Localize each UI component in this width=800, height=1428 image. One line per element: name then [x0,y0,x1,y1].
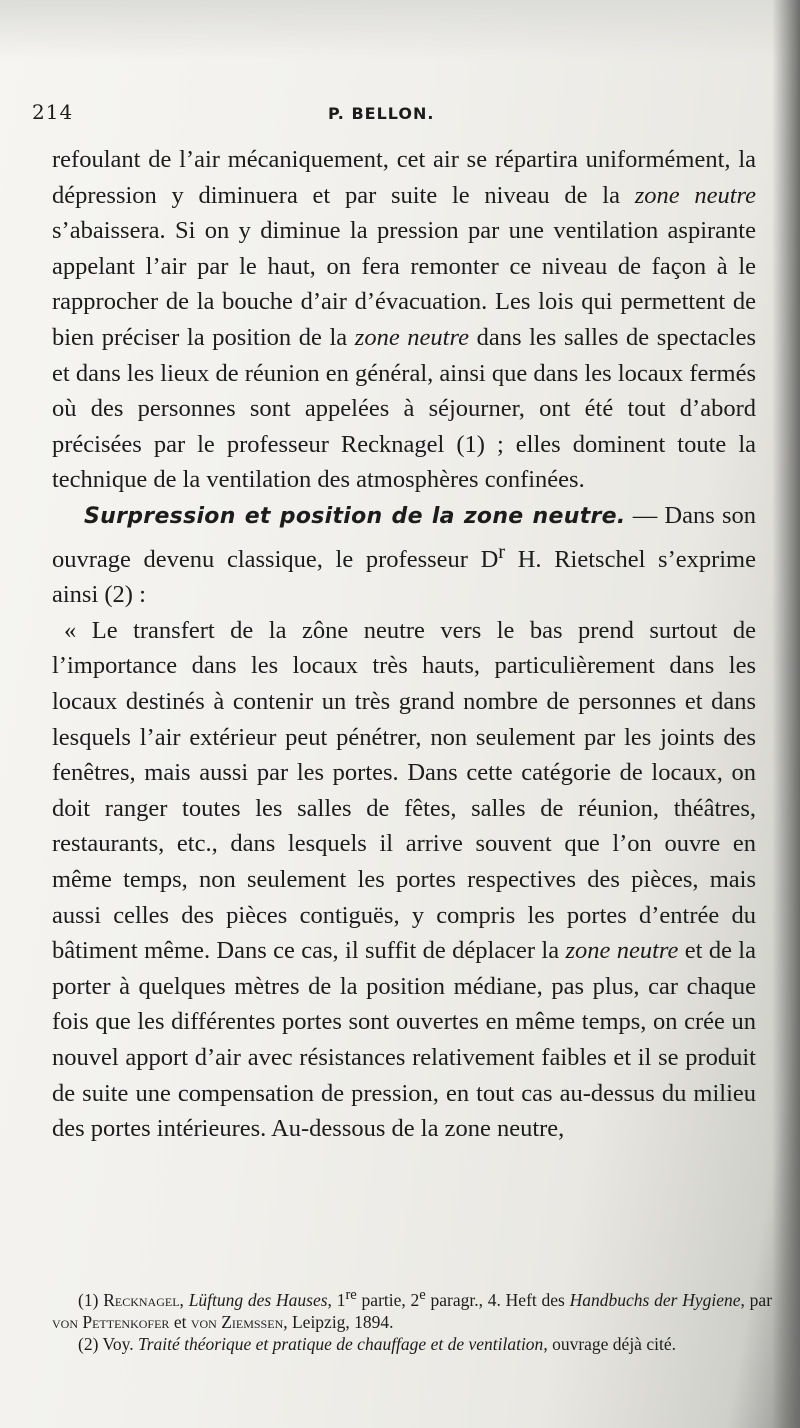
text-run: s’abaissera. Si on y diminue la pression par une ventilation aspirante appelant l’air par le haut, on fera remonter ce niveau de façon à le rapprocher de la bouche d’air d’évacuation. Les lois qui permettent de bien préciser la position de la [52,217,756,351]
body-text [52,142,756,1147]
text-run: — Dans son ouvrage devenu classique, le professeur D [52,501,757,573]
running-title: P. BELLON. [328,104,435,123]
footnote-marker: (1) [78,1289,104,1310]
author-name: Recknagel [103,1289,180,1310]
series-title: Handbuchs der Hygiene [569,1289,741,1310]
running-header [32,100,762,130]
work-title: Lüftung des Hauses [188,1289,328,1310]
italic-term: zone neutre [354,323,469,351]
paragraph-2 [52,498,756,613]
footnote-1 [52,1284,772,1333]
page-number: 214 [32,100,74,124]
work-title: Traité théorique et pratique de chauffage et de ventilation [137,1333,544,1354]
text-run: et [169,1311,191,1332]
scan-binding-shadow [772,0,800,1428]
editor-name: von Ziemssen [190,1311,284,1332]
section-heading: Surpression et position de la zone neutre. [84,503,626,529]
quote-paragraph [52,613,756,1147]
text-run: partie, 2 [356,1289,420,1310]
text-run: H. Rietschel s’exprime ainsi (2) : [52,545,756,609]
scan-top-shadow [0,0,800,60]
text-run: refoulant de l’air mécaniquement, cet air se répartira uniformément, la dépression y diminuera et par suite le niveau de la [52,146,756,209]
text-run: dans les salles de spectacles et dans les lieux de réunion en général, ainsi que dans les locaux fermés où des personnes sont appelées à séjourner, ont été tout d’abord précisées par le professeur Recknagel (1) ; elles dominent toute la technique de la ventilation des atmosphères confinées. [52,323,757,494]
superscript: re [345,1287,357,1303]
text-run: paragr., 4. Heft des [425,1289,570,1310]
superscript: r [498,540,506,563]
footnote-2 [52,1333,772,1355]
text-run: , Leipzig, 1894. [283,1311,394,1332]
italic-term: zone neutre [565,937,679,965]
italic-term: zone neutre [634,181,757,209]
text-run: , 1 [327,1289,346,1310]
editor-name: von Pettenkofer [52,1311,170,1332]
text-run: , [179,1289,189,1310]
text-run: , par [740,1289,773,1310]
footnote-marker: (2) Voy. [78,1333,138,1354]
paragraph-1 [52,142,756,498]
text-run: , ouvrage déjà cité. [543,1333,676,1354]
superscript: e [419,1287,426,1303]
footnotes [52,1284,772,1355]
text-run: et de la porter à quelques mètres de la position médiane, pas plus, car chaque fois que les différentes portes sont ouvertes en même temps, on crée un nouvel apport d’air avec résistances relativement faibles et il se produit de suite une compensation de pression, en tout cas au-dessus du milieu des portes intérieures. Au-dessous de la zone neutre, [52,937,756,1143]
text-run: « Le transfert de la zône neutre vers le bas prend surtout de l’importance dans les locaux très hauts, particulièrement dans les locaux destinés à contenir un très grand nombre de personnes et dans lesquels l’air extérieur peut pénétrer, non seulement par les joints des fenêtres, mais aussi par les portes. Dans cette catégorie de locaux, on doit ranger toutes les salles de fêtes, salles de réunion, théâtres, restaurants, etc., dans lesquels il arrive souvent que l’on ouvre en même temps, non seulement les portes respectives des pièces, mais aussi celles des pièces contiguës, y compris les portes d’entrée du bâtiment même. Dans ce cas, il suffit de déplacer la [52,616,756,965]
